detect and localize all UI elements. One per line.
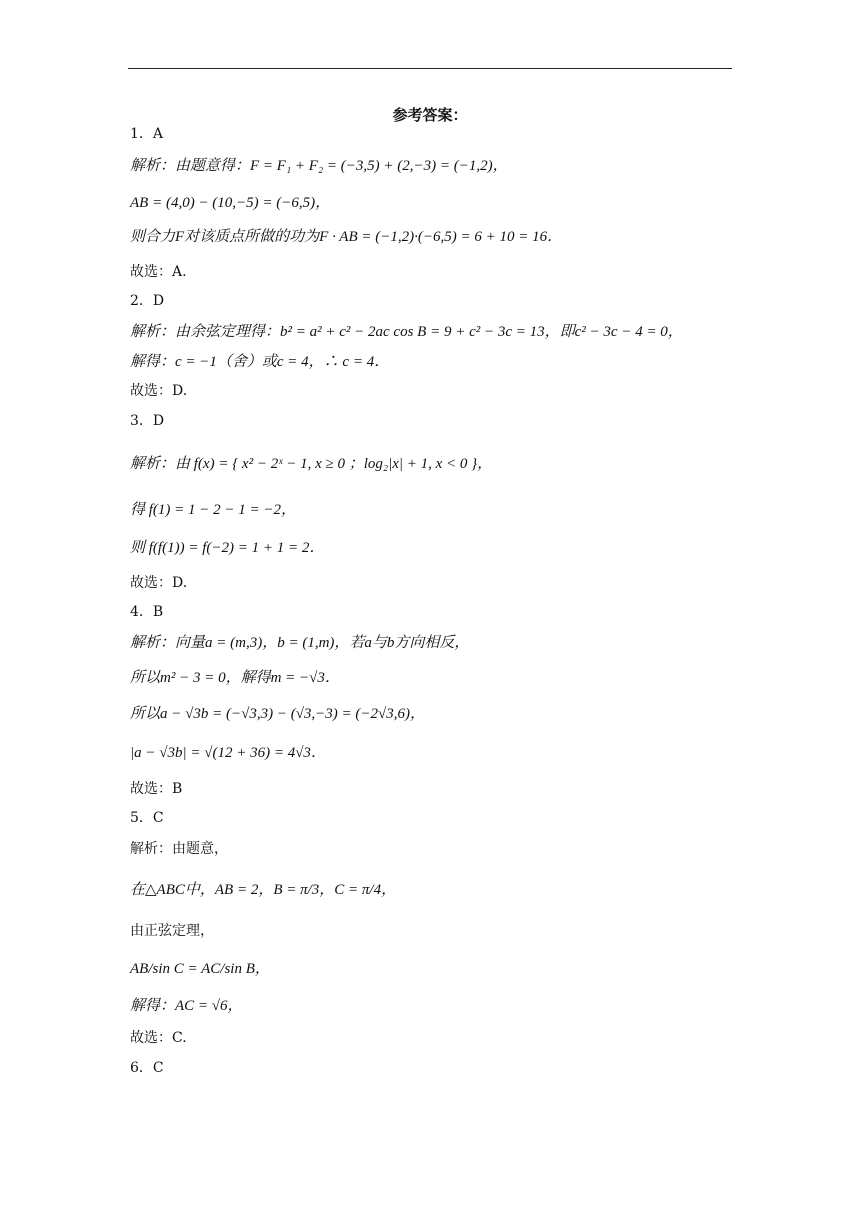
answer-5-line-3: 由正弦定理， (130, 923, 214, 939)
answer-4-line-1: 解析：向量a = (m,3)，b = (1,m)，若a与b方向相反， (130, 635, 470, 651)
answer-5-line-2: 在△ABC中，AB = 2，B = π/3，C = π/4， (130, 882, 397, 898)
answer-1-line-3: 则合力F对该质点所做的功为F · AB = (−1,2)·(−6,5) = 6 + 10 = 16． (130, 229, 563, 245)
answer-5-label: 5．C (130, 810, 164, 826)
answer-3-label: 3．D (130, 413, 165, 429)
answer-1-line-1: 解析：由题意得：F = F₁ + F₂ = (−3,5) + (2,−3) = (−1,2)， (130, 158, 508, 174)
answer-5-line-1: 解析：由题意， (130, 841, 228, 857)
answer-2-line-2: 解得：c = −1（舍）或c = 4，∴ c = 4． (130, 354, 390, 370)
answer-4-line-3: 所以a − √3b = (−√3,3) − (√3,−3) = (−2√3,6)， (130, 706, 426, 722)
answer-2-label: 2．D (130, 293, 165, 309)
answer-1-line-2: AB = (4,0) − (10,−5) = (−6,5)， (130, 195, 331, 211)
answer-3-line-3: 则 f(f(1)) = f(−2) = 1 + 1 = 2． (130, 540, 325, 556)
answer-3-line-1: 解析：由 f(x) = { x² − 2ˣ − 1, x ≥ 0 ；log₂|x| + 1, x < 0 }， (130, 456, 493, 472)
answer-4-line-4: |a − √3b| = √(12 + 36) = 4√3． (130, 745, 326, 761)
answer-4-choice: 故选：B (130, 781, 183, 797)
answer-3-line-2: 得 f(1) = 1 − 2 − 1 = −2， (130, 502, 297, 518)
answer-5-choice: 故选：C. (130, 1030, 187, 1046)
answer-4-line-2: 所以m² − 3 = 0，解得m = −√3． (130, 670, 340, 686)
answer-4-label: 4．B (130, 604, 164, 620)
answer-1-label: 1．A (130, 126, 164, 142)
answer-5-line-4: AB/sin C = AC/sin B， (130, 961, 270, 977)
answer-2-line-1: 解析：由余弦定理得：b² = a² + c² − 2ac cos B = 9 + c² − 3c = 13，即c² − 3c − 4 = 0， (130, 324, 683, 340)
answer-2-choice: 故选：D. (130, 383, 188, 399)
header-rule (128, 68, 732, 69)
answer-5-line-5: 解得：AC = √6， (130, 998, 243, 1014)
answer-6-label: 6．C (130, 1060, 164, 1076)
answer-1-choice: 故选：A. (130, 264, 187, 280)
page-title: 参考答案： (392, 106, 468, 124)
answer-3-choice: 故选：D. (130, 575, 188, 591)
